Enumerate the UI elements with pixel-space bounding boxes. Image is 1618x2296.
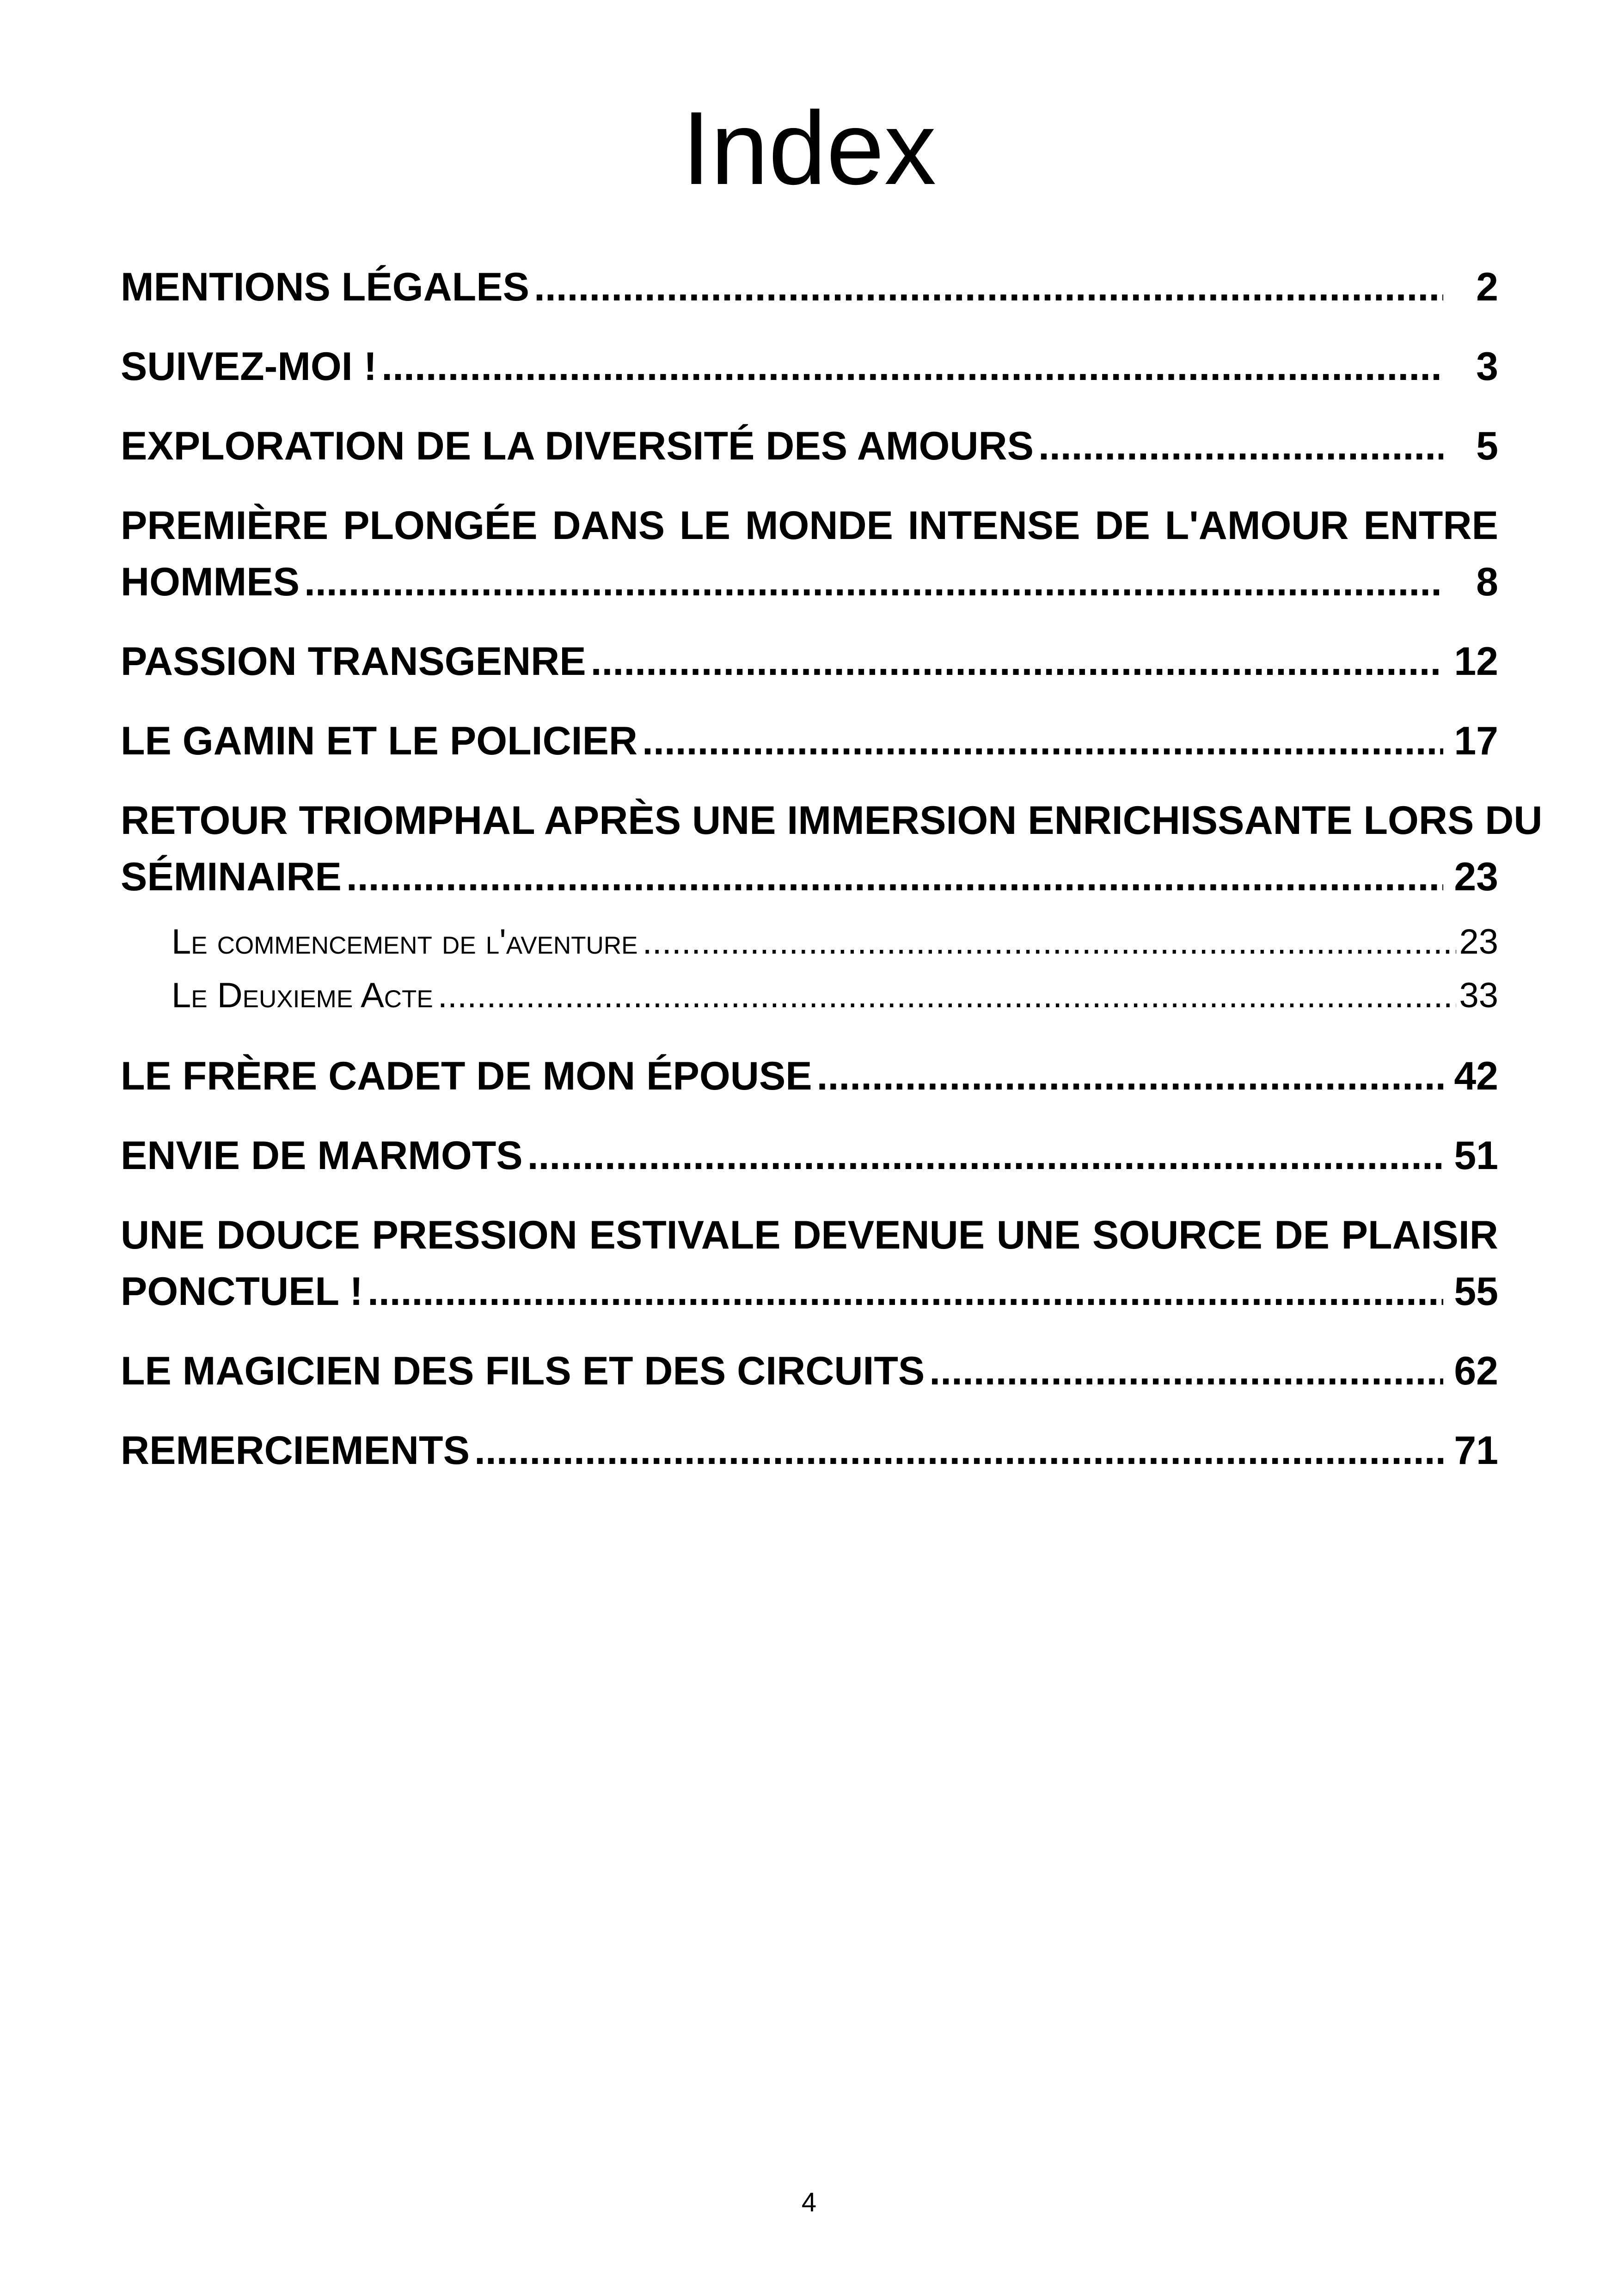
toc-word: DANS [552, 503, 665, 548]
toc-subentry-title: Le Deuxieme Acte [172, 976, 433, 1015]
toc-entry-title: MENTIONS LÉGALES [121, 265, 529, 309]
toc-entry-passion-transgenre[interactable] [121, 633, 1498, 690]
table-of-contents [121, 259, 1543, 1502]
toc-entry-page: 42 [1454, 1054, 1498, 1098]
toc-entry-magicien[interactable] [121, 1343, 1498, 1399]
toc-word: DOUCE [216, 1213, 360, 1257]
dot-leader [304, 554, 1443, 610]
toc-word: ENTRE [1363, 503, 1498, 548]
toc-entry-title: SÉMINAIRE [121, 855, 342, 899]
toc-entry-title: LE GAMIN ET LE POLICIER [121, 719, 638, 763]
toc-entry-retour-triomphal[interactable] [121, 792, 1543, 905]
toc-entry-title: LE MAGICIEN DES FILS ET DES CIRCUITS [121, 1349, 925, 1393]
toc-entry-page: 8 [1476, 560, 1498, 604]
toc-entry-remerciements[interactable] [121, 1422, 1498, 1479]
toc-subentry-page: 23 [1459, 922, 1498, 961]
toc-entry-page: 2 [1476, 265, 1498, 309]
dot-leader [368, 1263, 1443, 1320]
toc-word: SOURCE [1092, 1213, 1263, 1257]
dot-leader [381, 338, 1443, 395]
dot-leader [929, 1343, 1443, 1399]
dot-leader [527, 1127, 1443, 1184]
toc-entry-envie-marmots[interactable] [121, 1127, 1498, 1184]
toc-entry-title: PASSION TRANSGENRE [121, 639, 586, 684]
toc-entry-exploration[interactable] [121, 418, 1498, 474]
dot-leader [534, 259, 1443, 315]
toc-word: PREMIÈRE [121, 503, 329, 548]
toc-entry-frere-cadet[interactable] [121, 1048, 1498, 1104]
toc-entry-title: HOMMES [121, 560, 300, 604]
toc-subentry-page: 33 [1459, 976, 1498, 1015]
toc-entry-title-line1 [121, 497, 1498, 554]
toc-subentry-deuxieme-acte[interactable] [172, 969, 1498, 1022]
dot-leader [591, 633, 1443, 690]
toc-subentry-commencement[interactable] [172, 915, 1498, 969]
toc-entry-title-line1 [121, 1207, 1498, 1263]
toc-word: PLONGÉE [343, 503, 538, 548]
toc-entry-page: 62 [1454, 1349, 1498, 1393]
toc-entry-title: PONCTUEL ! [121, 1269, 363, 1314]
toc-word: LE [680, 503, 730, 548]
toc-entry-title: LE FRÈRE CADET DE MON ÉPOUSE [121, 1054, 812, 1098]
toc-word: DE [1095, 503, 1150, 548]
toc-word: ESTIVALE [589, 1213, 781, 1257]
toc-subentry-title: Le commencement de l'aventure [172, 922, 638, 961]
toc-entry-page: 17 [1454, 719, 1498, 763]
toc-entry-mentions-legales[interactable] [121, 259, 1498, 315]
toc-entry-douce-pression[interactable] [121, 1207, 1498, 1320]
dot-leader [1038, 418, 1443, 474]
toc-word: L'AMOUR [1164, 503, 1349, 548]
toc-word: PLAISIR [1341, 1213, 1498, 1257]
toc-entry-page: 23 [1454, 855, 1498, 899]
toc-entry-title: SUIVEZ-MOI ! [121, 344, 377, 389]
toc-entry-page: 51 [1454, 1133, 1498, 1178]
toc-word: MONDE [745, 503, 893, 548]
toc-entry-page: 5 [1476, 424, 1498, 468]
dot-leader [642, 915, 1456, 969]
toc-entry-page: 55 [1454, 1269, 1498, 1314]
dot-leader [642, 713, 1443, 769]
toc-entry-page: 3 [1476, 344, 1498, 389]
toc-entry-gamin-policier[interactable] [121, 713, 1498, 769]
toc-word: DEVENUE [792, 1213, 985, 1257]
toc-word: UNE [121, 1213, 205, 1257]
dot-leader [438, 969, 1457, 1022]
toc-entry-title: EXPLORATION DE LA DIVERSITÉ DES AMOURS [121, 424, 1034, 468]
toc-entry-title: ENVIE DE MARMOTS [121, 1133, 523, 1178]
toc-entry-page: 12 [1454, 639, 1498, 684]
toc-word: INTENSE [907, 503, 1080, 548]
toc-word: DE [1274, 1213, 1330, 1257]
toc-entry-title-line1 [121, 792, 1543, 849]
page-number: 4 [801, 2187, 817, 2217]
dot-leader [346, 849, 1443, 905]
toc-entry-suivez-moi[interactable] [121, 338, 1498, 395]
toc-entry-title: REMERCIEMENTS [121, 1428, 470, 1473]
toc-word: UNE [996, 1213, 1081, 1257]
toc-entry-title-first-line: RETOUR TRIOMPHAL APRÈS UNE IMMERSION ENRICHISSANTE LORS DU [121, 798, 1543, 843]
dot-leader [817, 1048, 1443, 1104]
toc-entry-page: 71 [1454, 1428, 1498, 1473]
toc-entry-premiere-plongee[interactable] [121, 497, 1498, 610]
toc-word: PRESSION [372, 1213, 577, 1257]
toc-subentries [172, 915, 1498, 1022]
page-title: Index [681, 90, 937, 206]
dot-leader [474, 1422, 1443, 1479]
